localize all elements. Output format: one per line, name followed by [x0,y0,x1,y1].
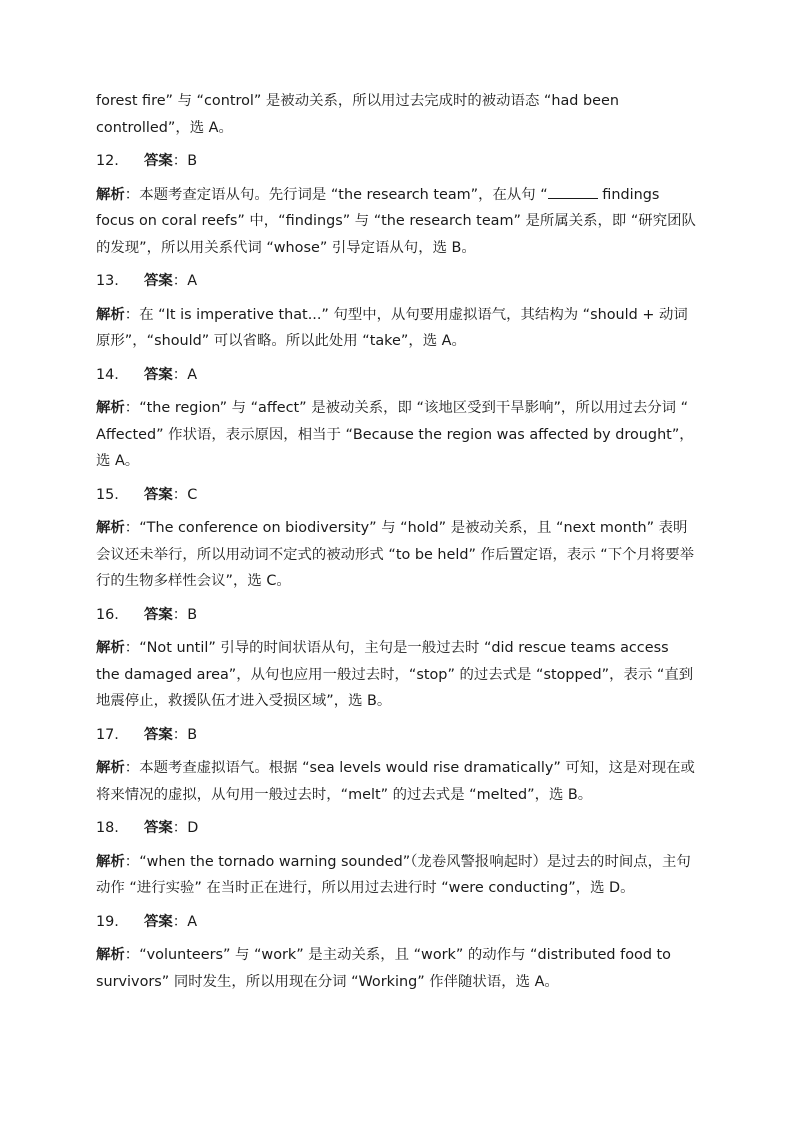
explain-label: 解析 [96,853,125,870]
answer-label: 答案 [144,366,173,383]
answer-line-14: 14. 答案：A [96,362,696,389]
answer-value: A [187,366,198,383]
answer-line-18: 18. 答案：D [96,815,696,842]
intro-line-1: forest fire” 与 “control” 是被动关系，所以用过去完成时的被动语态 “had been [96,93,619,109]
answer-line-16: 16. 答案：B [96,602,696,629]
explanation-15: 解析：“The conference on biodiversity” 与 “hold” 是被动关系，且 “next month” 表明会议还未举行，所以用动词不定式的被动形式 “to be held” 作后置定语，表示 “下个月将要举行的生物多样性会议”，选 C。 [96,520,695,589]
explain-label: 解析 [96,760,125,776]
answer-line-19: 19. 答案：A [96,909,696,936]
explanation-14: 解析：“the region” 与 “affect” 是被动关系，即 “该地区受到干旱影响”，所以用过去分词 “ Affected” 作状语，表示原因，相当于 “Because the region was affected by drought”，选 A。 [96,400,694,469]
answer-label: 答案 [144,486,173,503]
answer-value: A [187,913,198,930]
answer-line-12: 12. 答案：B [96,148,696,175]
question-number: 12. [96,153,119,169]
answer-value: D [187,820,199,836]
intro-line-2: controlled”，选 A。 [96,119,233,136]
answer-label: 答案 [144,153,173,169]
explanation-16: 解析：“Not until” 引导的时间状语从句，主句是一般过去时 “did rescue teams access the damaged area”，从句也应用一般过去时，“stop” 的过去式是 “stopped”，表示 “直到地震停止，救援队伍才进入受损区域”，选 B。 [96,640,694,709]
explanation-12: 解析：本题考查定语从句。先行词是 “the research team”，在从句 “ findings focus on coral reefs” 中，“findings” 与 “the research team” 是所属关系，即 “研究团队的发现”，所以用关系代词 “whose” 引导定语从句，选 B。 [96,182,696,262]
question-number: 17. [96,726,119,743]
answer-value: B [187,726,198,743]
question-number: 14. [96,366,119,383]
explanation-18: 解析：“when the tornado warning sounded”（龙卷风警报响起时）是过去的时间点，主句动作 “进行实验” 在当时正在进行，所以用过去进行时 “were conducting”，选 D。 [96,853,691,896]
answer-line-13: 13. 答案：A [96,268,696,295]
answer-line-15: 15. 答案：C [96,482,696,509]
explain-label: 解析 [96,400,125,416]
explain-label: 解析 [96,186,125,203]
question-number: 13. [96,273,119,289]
answer-label: 答案 [144,726,173,743]
explanation-17: 解析：本题考查虚拟语气。根据 “sea levels would rise dramatically” 可知，这是对现在或将来情况的虚拟，从句用一般过去时，“melt” 的过去式是 “melted”，选 B。 [96,760,695,803]
answer-key-page [96,88,696,995]
question-number: 15. [96,486,119,503]
answer-label: 答案 [144,606,173,623]
question-number: 18. [96,820,119,836]
explain-label: 解析 [96,520,125,536]
answer-value: A [187,273,198,289]
fill-blank [548,184,598,199]
question-number: 16. [96,606,119,623]
answer-label: 答案 [144,820,173,836]
explain-label: 解析 [96,640,125,656]
question-number: 19. [96,913,119,930]
answer-value: B [187,153,198,169]
answer-line-17: 17. 答案：B [96,722,696,749]
explain-label: 解析 [96,947,125,963]
answer-value: C [187,486,198,503]
answer-label: 答案 [144,273,173,289]
explanation-19: 解析：“volunteers” 与 “work” 是主动关系，且 “work” 的动作与 “distributed food to survivors” 同时发生，所以用现在分词 “Working” 作伴随状语，选 A。 [96,947,671,990]
answer-value: B [187,606,198,623]
answer-label: 答案 [144,913,173,930]
explain-label: 解析 [96,306,125,323]
explanation-13: 解析：在 “It is imperative that...” 句型中，从句要用虚拟语气，其结构为 “should + 动词原形”，“should” 可以省略。所以此处用 “take”，选 A。 [96,306,688,349]
